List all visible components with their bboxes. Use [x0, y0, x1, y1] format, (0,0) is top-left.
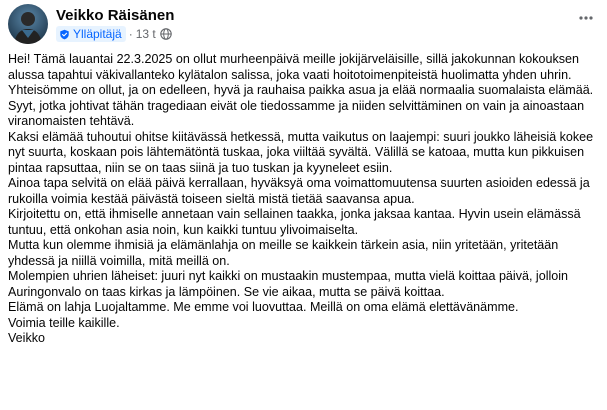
post-paragraph: Mutta kun olemme ihmisiä ja elämänlahja on meille se kaikkein tärkein asia, niin yritetään, yritetään yhdessä ja niillä voimilla, mitä meillä on.	[8, 238, 559, 268]
post-paragraph: Hei! Tämä lauantai 22.3.2025 on ollut murheenpäivä meille jokijärveläisille, sillä jakokunnan kokouksen alussa tapahtui väkivallanteko kylätalon salissa, joka vaati hoitotoimenpiteistä huolimatta yhden uhrin.	[8, 52, 579, 82]
post-header	[8, 4, 598, 44]
more-dots-icon	[578, 10, 594, 26]
post-paragraph: Kirjoitettu on, että ihmiselle annetaan vain sellainen taakka, jonka jaksaa kantaa. Hyvin usein elämässä tuntuu, että onkohan asia noin, kun kaikki tuntuu ylivoimaiselta.	[8, 207, 581, 237]
admin-shield-icon	[59, 29, 70, 40]
post-body	[8, 52, 600, 347]
globe-icon[interactable]	[160, 28, 172, 40]
post-paragraph: Kaksi elämää tuhoutui ohitse kiitävässä hetkessä, mutta vaikutus on laajempi: suuri joukko läheisiä kokee nyt suurta, koskaan pois lähtemätöntä tuskaa, joka viiltää syvältä. Välillä se katoaa, mutta kun pikkuisen pintaa rapsuttaa, niin se on taas siinä ja tuo tuskan ja kyyneleet esiin.	[8, 129, 594, 175]
avatar[interactable]	[8, 4, 48, 44]
post-paragraph: Yhteisömme on ollut, ja on edelleen, hyvä ja rauhaisa paikka asua ja elää normaalia suomalaista elämää. Syyt, jotka johtivat tähän tragediaan eivät ole tiedossamme ja niiden selvittäminen on vain ja ainoastaan viranomaisten tehtävä.	[8, 83, 594, 128]
role-badge-label: Ylläpitäjä	[73, 27, 122, 41]
role-badge[interactable]	[56, 26, 126, 42]
post-paragraph: Molempien uhrien läheiset: juuri nyt kaikki on mustaakin mustempaa, mutta vielä koittaa päivä, jolloin Auringonvalo on taas kirkas ja lämpöinen. Se vie aikaa, mutta se päivä koittaa.	[8, 269, 569, 299]
meta-separator: ·	[128, 27, 133, 41]
more-options-button[interactable]	[574, 6, 598, 30]
post-signature: Veikko	[8, 331, 45, 345]
post-time[interactable]: 13 t	[135, 27, 156, 41]
post-paragraph: Elämä on lahja Luojaltamme. Me emme voi luovuttaa. Meillä on oma elämä elettävänämme.	[8, 300, 519, 314]
author-name[interactable]: Veikko Räisänen	[56, 7, 175, 24]
avatar-image	[8, 4, 48, 44]
post-paragraph: Ainoa tapa selvitä on elää päivä kerrallaan, hyväksyä oma voimattomuutensa suurten asioiden edessä ja rukoilla voimia kestää päivästä toiseen sieltä mistä tietää saavansa apua.	[8, 176, 590, 206]
post-meta	[56, 26, 172, 42]
post-paragraph: Voimia teille kaikille.	[8, 315, 120, 330]
